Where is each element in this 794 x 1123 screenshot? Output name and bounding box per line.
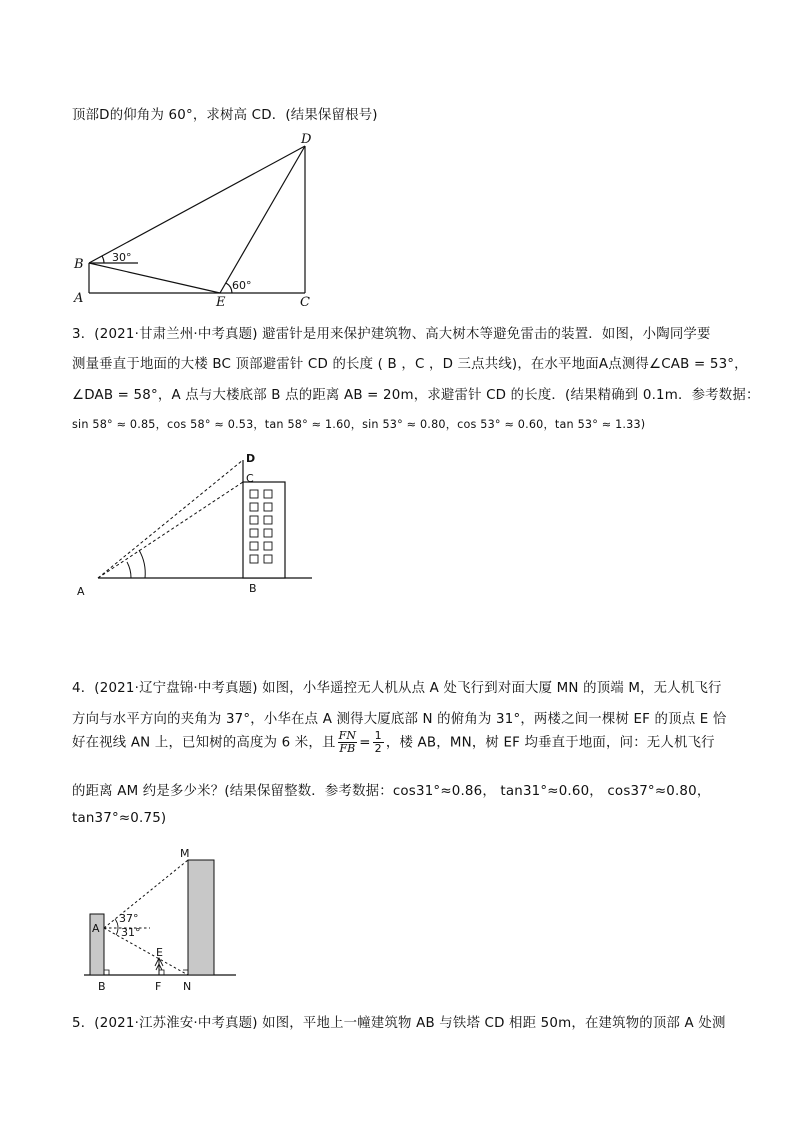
- label-e: E: [216, 295, 226, 310]
- segment-bd: [89, 146, 305, 263]
- label-a4: A: [92, 922, 100, 935]
- problem4-line3-end: ，楼 AB，MN，树 EF 均垂直于地面，问：无人机飞行: [385, 735, 715, 751]
- half-fraction: $\frac{1}{2}$: [374, 729, 382, 755]
- label-e4: E: [156, 946, 163, 959]
- figure-tree-height: [89, 146, 305, 293]
- sightline-ac: [98, 482, 243, 578]
- sightline-an: [104, 928, 188, 975]
- segment-ed: [220, 146, 305, 293]
- problem4-line5: tan37°≈0.75): [72, 811, 167, 826]
- label-a3: A: [77, 585, 85, 598]
- problem5-line1: 5．(2021·江苏淮安·中考真题) 如图，平地上一幢建筑物 AB 与铁塔 CD 相距 50m，在建筑物的顶部 A 处测: [72, 1016, 726, 1031]
- problem3-line1: 3．(2021·甘肃兰州·中考真题) 避雷针是用来保护建筑物、高大树木等避免雷击的装置．如图，小陶同学要: [72, 327, 711, 342]
- problem3-line4: sin 58° ≈ 0.85，cos 58° ≈ 0.53，tan 58° ≈ 1.60，sin 53° ≈ 0.80，cos 53° ≈ 0.60，tan 53° ≈ 1.33): [72, 418, 646, 431]
- label-n4: N: [183, 980, 192, 993]
- label-c3: C: [246, 472, 254, 485]
- problem3-line2: 测量垂直于地面的大楼 BC 顶部避雷针 CD 的长度 ( B ，C ，D 三点共线)，在水平地面A点测得∠CAB = 53°，: [72, 357, 748, 372]
- angle-arc-b: [102, 256, 104, 263]
- label-b4: B: [98, 980, 106, 993]
- problem4-line2: 方向与水平方向的夹角为 37°，小华在点 A 测得大厦底部 N 的俯角为 31°，两楼之间一棵树 EF 的顶点 E 恰: [72, 712, 727, 727]
- label-c: C: [300, 295, 310, 310]
- building-mn: [188, 860, 214, 975]
- sightline-ad: [98, 460, 243, 578]
- equals-sign: =: [359, 735, 371, 751]
- angle-label-31: 31°: [121, 926, 141, 939]
- ratio-fraction: $\frac{FN}{FB}$: [338, 729, 357, 755]
- problem4-line3-start: 好在视线 AN 上，已知树的高度为 6 米，且: [72, 735, 336, 751]
- label-f4: F: [155, 980, 162, 993]
- label-b3: B: [249, 582, 257, 595]
- flight-path-am: [104, 860, 188, 928]
- label-d3: D: [246, 452, 256, 465]
- figure-lightning-rod: [98, 460, 312, 578]
- problem2-text: 顶部D的仰角为 60°，求树高 CD．(结果保留根号): [72, 108, 378, 123]
- label-a: A: [74, 291, 84, 306]
- angle-label-30: 30°: [112, 251, 132, 264]
- label-m4: M: [180, 847, 190, 860]
- label-d: D: [301, 132, 312, 147]
- segment-be: [89, 263, 220, 293]
- angle-label-60: 60°: [232, 279, 252, 292]
- problem4-line4: 的距离 AM 约是多少米？(结果保留整数．参考数据：cos31°≈0.86， tan31°≈0.60， cos37°≈0.80，: [72, 784, 711, 799]
- problem4-line1: 4．(2021·辽宁盘锦·中考真题) 如图，小华遥控无人机从点 A 处飞行到对面大厦 MN 的顶端 M，无人机飞行: [72, 681, 722, 696]
- label-b: B: [74, 257, 84, 272]
- angle-label-37: 37°: [119, 912, 139, 925]
- problem4-line3: [72, 730, 715, 755]
- problem3-line3: ∠DAB = 58°，A 点与大楼底部 B 点的距离 AB = 20m，求避雷针 CD 的长度．(结果精确到 0.1m．参考数据：: [72, 388, 760, 403]
